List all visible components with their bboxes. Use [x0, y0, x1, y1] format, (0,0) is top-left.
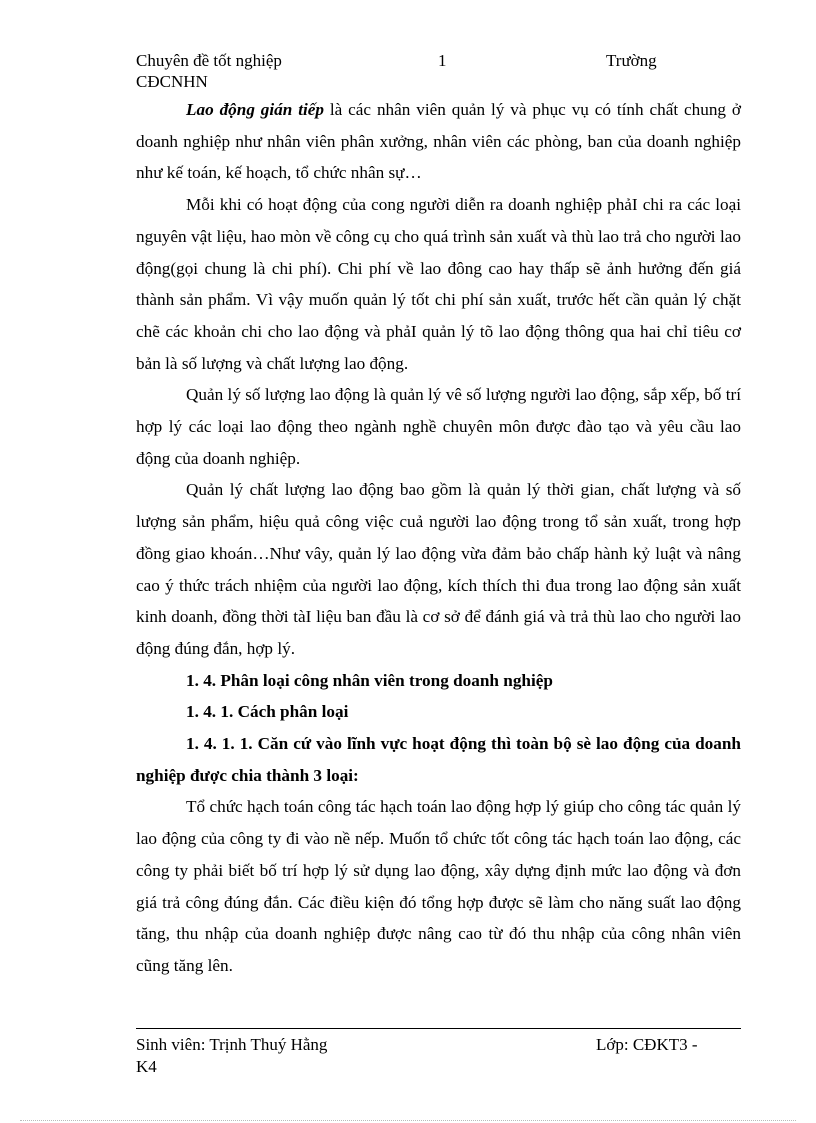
- paragraph-text: là các nhân viên quản lý và phục vụ có tính chất chung ở doanh nghiệp như nhân viên phân xưởng, nhân viên các phòng, ban của doanh nghiệp như kế toán, kế hoạch, tổ chức nhân sự…: [136, 100, 741, 183]
- header-title: Chuyên đề tốt nghiệp: [136, 51, 282, 70]
- page-number: 1: [438, 51, 447, 70]
- footer-student: Sinh viên: Trịnh Thuý Hằng: [136, 1035, 328, 1054]
- header-school: Trường: [606, 51, 657, 70]
- paragraph-labor-accounting: Tổ chức hạch toán công tác hạch toán lao động hợp lý giúp cho công tác quản lý lao động của công ty đi vào nề nếp. Muốn tổ chức tốt công tác hạch toán lao động, các công ty phải biết bố trí hợp lý sử dụng lao động, xây dựng định mức lao động và đơn giá trả công đúng đắn. Các điều kiện đó tổng hợp được sẽ làm cho năng suất lao động tăng, thu nhập của doanh nghiệp được nâng cao từ đó thu nhập của công nhân viên cũng tăng lên.: [136, 797, 741, 975]
- section-heading-1-4-1-1: 1. 4. 1. 1. Căn cứ vào lĩnh vực hoạt động thì toàn bộ sè lao động của doanh nghiệp được chia thành 3 loại:: [136, 734, 741, 785]
- paragraph-lead-term: Lao động gián tiếp: [186, 100, 324, 119]
- footer-class: Lớp: CĐKT3 -: [596, 1035, 698, 1054]
- document-body: [136, 94, 741, 982]
- paragraph-labor-quality: Quản lý chất lượng lao động bao gồm là quản lý thời gian, chất lượng và số lượng sản phẩm, hiệu quả công việc cuả người lao động trong tổ sản xuất, trong hợp đồng giao khoán…Như vây, quản lý lao động vừa đảm bảo chấp hành kỷ luật và nâng cao ý thức trách nhiệm của người lao động, kích thích thi đua trong lao động sản xuất kinh doanh, đồng thời tàI liệu ban đầu là cơ sở để đánh giá và trả thù lao cho người lao động đúng đắn, hợp lý.: [136, 480, 741, 658]
- section-heading-1-4-1: 1. 4. 1. Cách phân loại: [186, 702, 349, 722]
- footer-divider: [136, 1028, 741, 1029]
- section-heading-1-4: 1. 4. Phân loại công nhân viên trong doanh nghiệp: [186, 670, 553, 690]
- paragraph-indirect-labor: [136, 94, 741, 189]
- header-school-code: CĐCNHN: [136, 72, 208, 91]
- paragraph-labor-costs: Mỗi khi có hoạt động của cong người diễn ra doanh nghiệp phảI chi ra các loại nguyên vật liệu, hao mòn về công cụ cho quá trình sản xuất và thù lao trả cho người lao động(gọi chung là chi phí). Chi phí về lao đông cao hay thấp sẽ ảnh hưởng đến giá thành sản phẩm. Vì vậy muốn quản lý tốt chi phí sản xuất, trước hết cần quản lý chặt chẽ các khoản chi cho lao động và phảI quản lý tõ lao động thông qua hai chỉ tiêu cơ bản là số lượng và chất lượng lao động.: [136, 195, 741, 373]
- page-boundary: [20, 1120, 796, 1121]
- footer-class-suffix: K4: [136, 1057, 157, 1076]
- paragraph-labor-quantity: Quản lý số lượng lao động là quản lý vê số lượng người lao động, sắp xếp, bố trí hợp lý các loại lao động theo ngành nghề chuyên môn được đào tạo và yêu cầu lao động của doanh nghiệp.: [136, 385, 741, 468]
